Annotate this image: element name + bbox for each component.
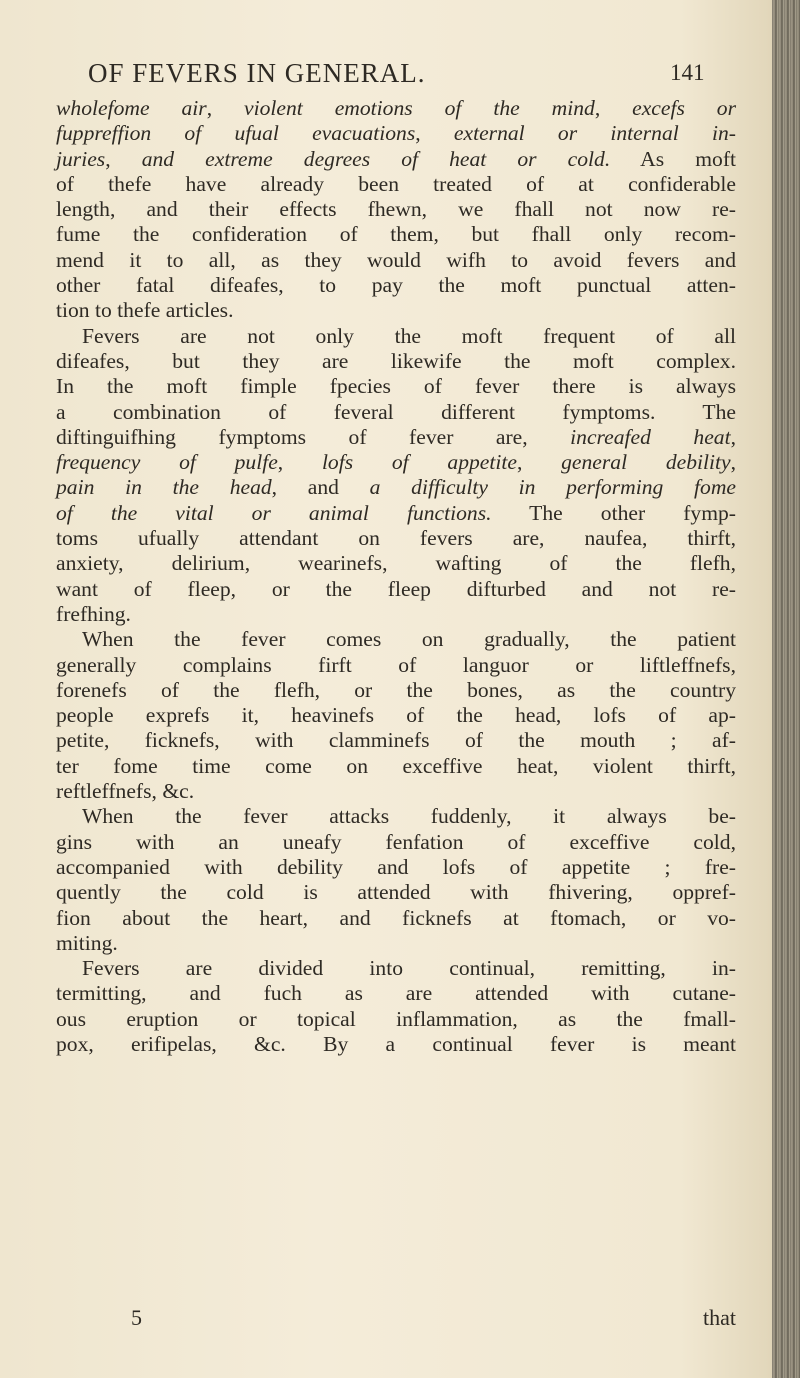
text-line	[56, 855, 736, 880]
text-span: Fevers are not only the moft frequent of all	[82, 323, 736, 348]
italic-text: excefs or	[632, 96, 737, 120]
text-span: people exprefs it, heavinefs of the head, lofs of ap-	[56, 703, 736, 728]
text-line	[56, 121, 736, 146]
text-line	[56, 197, 736, 222]
text-line	[56, 779, 736, 804]
text-line	[56, 501, 736, 526]
text-line	[56, 728, 736, 753]
text-span: want of fleep, or the fleep difturbed and not re-	[56, 576, 736, 601]
text-span: a combination of feveral different fymptoms. The	[56, 399, 736, 424]
page-header	[60, 58, 740, 98]
italic-text: violent emotions of the mind	[244, 96, 595, 120]
text-span: As moft	[610, 146, 737, 171]
text-span: In the moft fimple fpecies of fever there is always	[56, 374, 736, 399]
text-line	[56, 754, 736, 779]
page-number: 141	[670, 60, 705, 85]
text-span: quently the cold is attended with fhivering, oppref-	[56, 880, 736, 905]
text-span: pox, erifipelas, &c. By a continual fever is meant	[56, 1031, 736, 1056]
italic-text: general debility	[561, 450, 731, 475]
text-line	[56, 880, 736, 905]
text-line	[56, 248, 736, 273]
text-line	[56, 273, 736, 298]
text-line	[56, 425, 736, 450]
text-span: gins with an uneafy fenfation of exceffive cold,	[56, 829, 736, 854]
text-line	[56, 475, 736, 500]
text-span: ,	[730, 450, 736, 475]
text-line	[56, 981, 736, 1006]
italic-text: fuppreffion of ufual evacuations	[56, 121, 416, 146]
text-span: ,	[105, 146, 142, 171]
italic-text: lofs of appetite	[321, 450, 517, 475]
text-line	[56, 577, 736, 602]
text-span: generally complains firft of languor or liftleffnefs,	[56, 652, 736, 677]
text-span: tion to thefe articles.	[56, 298, 234, 323]
italic-text: and extreme degrees of heat or cold.	[141, 146, 611, 171]
text-line	[56, 1032, 736, 1057]
text-line	[56, 400, 736, 425]
text-line	[56, 703, 736, 728]
text-line	[56, 804, 736, 829]
text-line	[56, 147, 736, 172]
text-line	[56, 172, 736, 197]
text-line	[56, 349, 736, 374]
text-span: ,	[415, 121, 454, 146]
text-line	[56, 324, 736, 349]
text-span: ous eruption or topical inflammation, as the fmall-	[56, 1006, 736, 1031]
text-span: fume the confideration of them, but fhall only recom-	[56, 222, 736, 247]
text-span: When the fever attacks fuddenly, it always be-	[82, 804, 736, 829]
text-span: diftinguifhing fymptoms of fever are,	[56, 424, 571, 449]
text-line	[56, 653, 736, 678]
italic-text: of the vital or animal functions.	[56, 500, 492, 525]
text-line	[56, 627, 736, 652]
text-line	[56, 931, 736, 956]
text-line	[56, 906, 736, 931]
text-span: termitting, and fuch as are attended with cutane-	[56, 981, 736, 1006]
text-span: reftleffnefs, &c.	[56, 779, 195, 804]
italic-text: increafed heat	[570, 424, 731, 449]
text-line	[56, 222, 736, 247]
text-span: length, and their effects fhewn, we fhall not now re-	[56, 197, 736, 222]
text-line	[56, 526, 736, 551]
text-line	[56, 956, 736, 981]
text-span: Fevers are divided into continual, remitting, in-	[82, 956, 736, 981]
text-span: frefhing.	[56, 601, 131, 626]
text-line	[56, 374, 736, 399]
text-line	[56, 450, 736, 475]
text-span: When the fever comes on gradually, the patient	[82, 627, 736, 652]
book-binding-edge	[772, 0, 800, 1378]
page-footer	[56, 1305, 736, 1335]
text-span: forenefs of the flefh, or the bones, as the country	[56, 677, 736, 702]
text-span: ,	[206, 96, 245, 120]
italic-text: frequency of pulfe	[56, 450, 278, 475]
text-span: of thefe have already been treated of at confiderable	[56, 171, 736, 196]
text-span: ter fome time come on exceffive heat, violent thirft,	[56, 753, 736, 778]
italic-text: juries	[56, 146, 106, 171]
text-line	[56, 1007, 736, 1032]
text-line	[56, 602, 736, 627]
text-line	[56, 96, 736, 121]
text-span: The other fymp-	[491, 500, 736, 525]
text-span: anxiety, delirium, wearinefs, wafting of the flefh,	[56, 551, 736, 576]
text-span: other fatal difeafes, to pay the moft punctual atten-	[56, 273, 736, 298]
text-line	[56, 551, 736, 576]
text-span: difeafes, but they are likewife the moft complex.	[56, 348, 736, 373]
text-line	[56, 298, 736, 323]
italic-text: a difficulty in performing fome	[369, 475, 737, 500]
text-span: miting.	[56, 930, 118, 955]
text-span: fion about the heart, and ficknefs at ftomach, or vo-	[56, 905, 736, 930]
text-span: , and	[271, 475, 370, 500]
text-span: ,	[594, 96, 633, 120]
text-line	[56, 830, 736, 855]
text-span: accompanied with debility and lofs of appetite ; fre-	[56, 854, 736, 879]
text-line	[56, 678, 736, 703]
text-span: ,	[277, 450, 322, 475]
text-span: mend it to all, as they would wifh to avoid fevers and	[56, 247, 736, 272]
text-span: petite, ficknefs, with clamminefs of the mouth ; af-	[56, 728, 736, 753]
italic-text: external or internal in-	[453, 121, 736, 146]
text-span: toms ufually attendant on fevers are, naufea, thirft,	[56, 526, 736, 551]
italic-text: wholefome air	[56, 96, 207, 120]
italic-text: pain in the head	[56, 475, 272, 500]
catchword: that	[703, 1305, 736, 1330]
text-span: ,	[516, 450, 562, 475]
text-span: ,	[730, 424, 736, 449]
signature-mark: 5	[131, 1305, 142, 1330]
running-head: OF FEVERS IN GENERAL.	[88, 58, 426, 88]
body-text	[56, 96, 736, 1057]
